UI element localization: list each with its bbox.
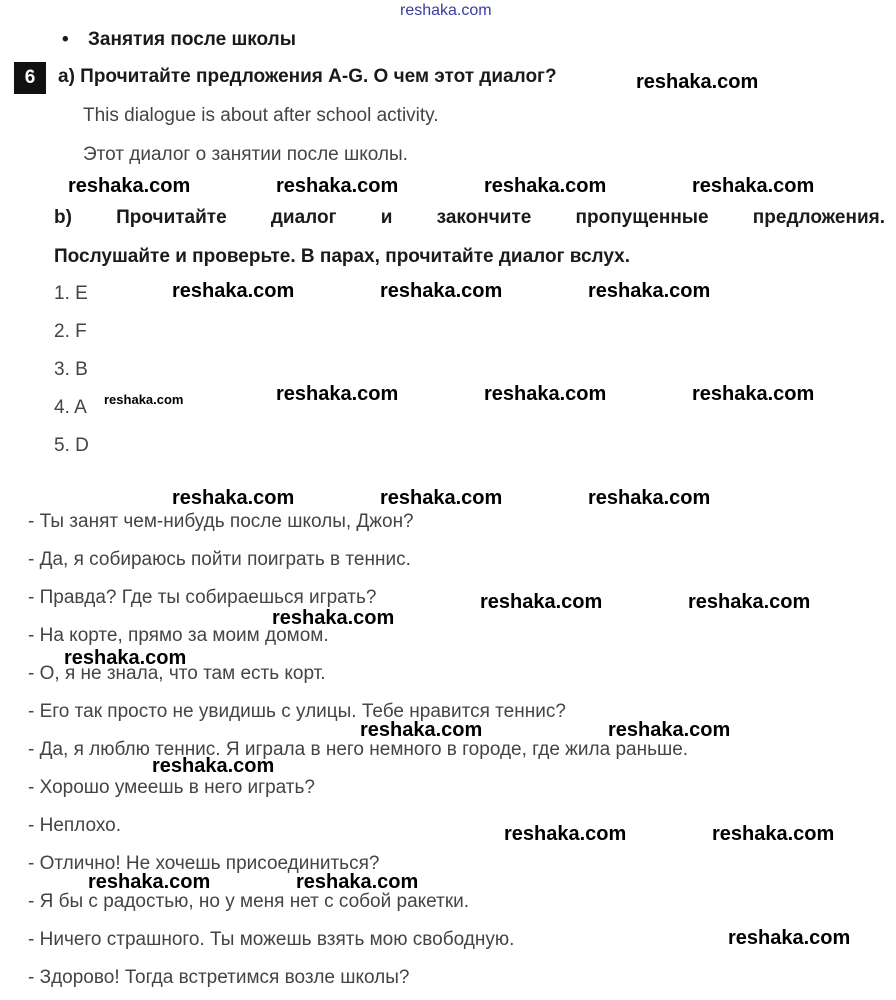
watermark: reshaka.com (272, 607, 395, 629)
dialogue-line: - Ничего страшного. Ты можешь взять мою свободную. (28, 929, 515, 950)
watermark: reshaka.com (88, 871, 211, 893)
dialogue-line: - О, я не знала, что там есть корт. (28, 663, 326, 684)
watermark: reshaka.com (692, 383, 815, 405)
section-title-text: Занятия после школы (88, 29, 296, 50)
watermark: reshaka.com (64, 647, 187, 669)
task-b-word: закончите (436, 207, 532, 228)
watermark: reshaka.com (360, 719, 483, 741)
section-title (62, 29, 296, 51)
dialogue-line: - Его так просто не увидишь с улицы. Тебе нравится теннис? (28, 701, 566, 722)
dialogue-line: - Я бы с радостью, но у меня нет с собой ракетки. (28, 891, 470, 912)
watermark: reshaka.com (484, 175, 607, 197)
watermark: reshaka.com (588, 280, 711, 302)
answer-item: 1. E (54, 283, 88, 304)
answer-item: 5. D (54, 435, 89, 456)
answer-item: 4. A (54, 397, 87, 418)
watermark: reshaka.com (484, 383, 607, 405)
watermark-small: reshaka.com (104, 392, 184, 407)
task-number-badge: 6 (14, 62, 46, 94)
task-a-answer-en: This dialogue is about after school activity. (83, 105, 439, 126)
watermark: reshaka.com (296, 871, 419, 893)
watermark: reshaka.com (712, 823, 835, 845)
watermark: reshaka.com (68, 175, 191, 197)
dialogue-line: - Правда? Где ты собираешься играть? (28, 587, 377, 608)
top-watermark: reshaka.com (400, 2, 492, 19)
task-b-prompt-line2: Послушайте и проверьте. В парах, прочитайте диалог вслух. (54, 246, 631, 267)
task-b-word: b) (54, 207, 72, 228)
watermark: reshaka.com (728, 927, 851, 949)
task-b-prompt-line1 (54, 207, 885, 229)
answer-item: 3. B (54, 359, 88, 380)
answer-item: 2. F (54, 321, 87, 342)
watermark: reshaka.com (380, 280, 503, 302)
watermark: reshaka.com (380, 487, 503, 509)
dialogue-line: - Да, я люблю теннис. Я играла в него немного в городе, где жила раньше. (28, 739, 689, 760)
watermark: reshaka.com (480, 591, 603, 613)
task-b-word: Прочитайте (116, 207, 227, 228)
task-b-word: и (380, 207, 393, 228)
watermark: reshaka.com (636, 71, 759, 93)
dialogue-line: - Здорово! Тогда встретимся возле школы? (28, 967, 410, 988)
dialogue-line: - На корте, прямо за моим домом. (28, 625, 329, 646)
watermark: reshaka.com (588, 487, 711, 509)
task-b-word: пропущенные (575, 207, 709, 228)
watermark: reshaka.com (276, 383, 399, 405)
dialogue-line: - Неплохо. (28, 815, 121, 836)
watermark: reshaka.com (692, 175, 815, 197)
task-a-answer-ru: Этот диалог о занятии после школы. (83, 144, 408, 165)
watermark: reshaka.com (276, 175, 399, 197)
dialogue-line: - Да, я собираюсь пойти поиграть в теннис. (28, 549, 411, 570)
task-b-word: предложения. (752, 207, 885, 228)
watermark: reshaka.com (608, 719, 731, 741)
task-b-word: диалог (270, 207, 337, 228)
bullet-icon: • (62, 29, 69, 50)
watermark: reshaka.com (172, 280, 295, 302)
dialogue-line: - Ты занят чем-нибудь после школы, Джон? (28, 511, 414, 532)
watermark: reshaka.com (152, 755, 275, 777)
watermark: reshaka.com (504, 823, 627, 845)
watermark: reshaka.com (172, 487, 295, 509)
dialogue-line: - Хорошо умеешь в него играть? (28, 777, 315, 798)
watermark: reshaka.com (688, 591, 811, 613)
task-a-prompt: а) Прочитайте предложения A-G. О чем этот диалог? (58, 66, 557, 87)
dialogue-line: - Отлично! Не хочешь присоединиться? (28, 853, 380, 874)
